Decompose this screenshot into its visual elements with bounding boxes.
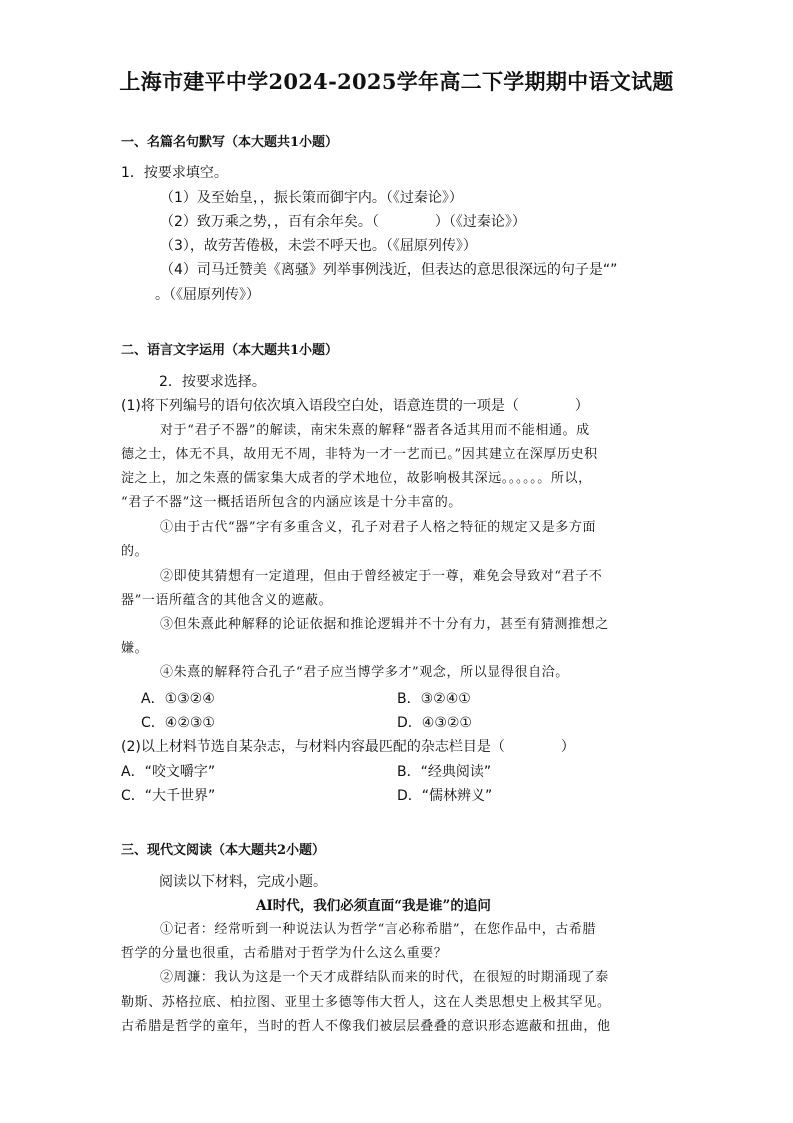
- question-2-prompt: 2．按要求选择。: [159, 374, 266, 390]
- article-line: 勒斯、苏格拉底、柏拉图、亚里士多德等伟大哲人，这在人类思想史上极其罕见。: [121, 995, 611, 1010]
- document-title: 上海市建平中学2024-2025学年高二下学期期中语文试题: [119, 69, 674, 94]
- article-line: 哲学的分量也很重，古希腊对于哲学为什么这么重要？: [121, 946, 448, 961]
- option-a: A．①③②④: [141, 691, 215, 707]
- passage-line: 淀之上，加之朱熹的儒家集大成者的学术地位，故影响极其深远。。。。。。所以，: [121, 471, 592, 486]
- article-line: ②周濂：我认为这是一个天才成群结队而来的时代，在很短的时期涌现了泰: [160, 970, 609, 985]
- option-d: D．“儒林辨义”: [397, 788, 493, 804]
- article-title: AI时代，我们必须直面“我是谁”的追问: [256, 898, 491, 914]
- passage-line: 对于“君子不器”的解读，南宋朱熹的解释“器者各适其用而不能相通。成: [160, 423, 590, 438]
- passage-line: ②即使其猜想有一定道理，但由于曾经被定于一尊，难免会导致对“君子不: [160, 569, 603, 584]
- passage-line: ④朱熹的解释符合孔子“君子应当博学多才”观念，所以显得很自洽。: [160, 665, 569, 680]
- section-heading-1: 一、名篇名句默写（本大题共1小题）: [121, 135, 339, 150]
- option-b: B．“经典阅读”: [397, 764, 492, 780]
- reading-intro: 阅读以下材料，完成小题。: [159, 874, 327, 890]
- article-line: ①记者：经常听到一种说法认为哲学“言必称希腊”，在您作品中，古希腊: [160, 922, 597, 937]
- option-b: B．③②④①: [397, 691, 471, 707]
- option-c: C．“大千世界”: [121, 788, 216, 804]
- q1-item-4: （4）司马迁赞美《离骚》列举事例浅近，但表达的意思很深远的句子是“”: [160, 262, 618, 278]
- q2-sub-1: (1)将下列编号的语句依次填入语段空白处，语意连贯的一项是（ ）: [121, 398, 589, 414]
- passage-line: 德之士，体无不具，故用无不周，非特为一才一艺而已。”因其建立在深厚历史积: [121, 447, 598, 462]
- q1-item-1: （1）及至始皇，，振长策而御宇内。（《过秦论》）: [160, 190, 463, 206]
- section-heading-3: 三、现代文阅读（本大题共2小题）: [121, 843, 326, 858]
- passage-line: 的。: [121, 544, 149, 559]
- q1-item-4-continued: 。（《屈原列传》）: [155, 287, 260, 303]
- passage-line: 器”一语所蕴含的其他含义的遮蔽。: [121, 593, 333, 608]
- q1-item-3: （3），故劳苦倦极，未尝不呼天也。（《屈原列传》）: [160, 238, 477, 254]
- section-heading-2: 二、语言文字运用（本大题共1小题）: [121, 343, 339, 358]
- option-a: A．“咬文嚼字”: [121, 764, 216, 780]
- passage-line: ③但朱熹此种解释的论证依据和推论逻辑并不十分有力，甚至有猜测推想之: [160, 617, 609, 632]
- option-c: C．④②③①: [141, 715, 215, 731]
- passage-line: 嫌。: [121, 641, 149, 656]
- q1-item-2: （2）致万乘之势，，百有余年矣。（ ）（《过秦论》）: [160, 214, 526, 230]
- question-1-prompt: 1．按要求填空。: [121, 165, 228, 181]
- passage-line: ①由于古代“器”字有多重含义，孔子对君子人格之特征的规定又是多方面: [160, 520, 597, 535]
- option-d: D．④③②①: [397, 715, 472, 731]
- article-line: 古希腊是哲学的童年，当时的哲人不像我们被层层叠叠的意识形态遮蔽和扭曲，他: [121, 1019, 611, 1034]
- passage-line: “君子不器”这一概括语所包含的内涵应该是十分丰富的。: [121, 495, 462, 510]
- q2-sub-2: (2)以上材料节选自某杂志，与材料内容最匹配的杂志栏目是（ ）: [121, 739, 575, 755]
